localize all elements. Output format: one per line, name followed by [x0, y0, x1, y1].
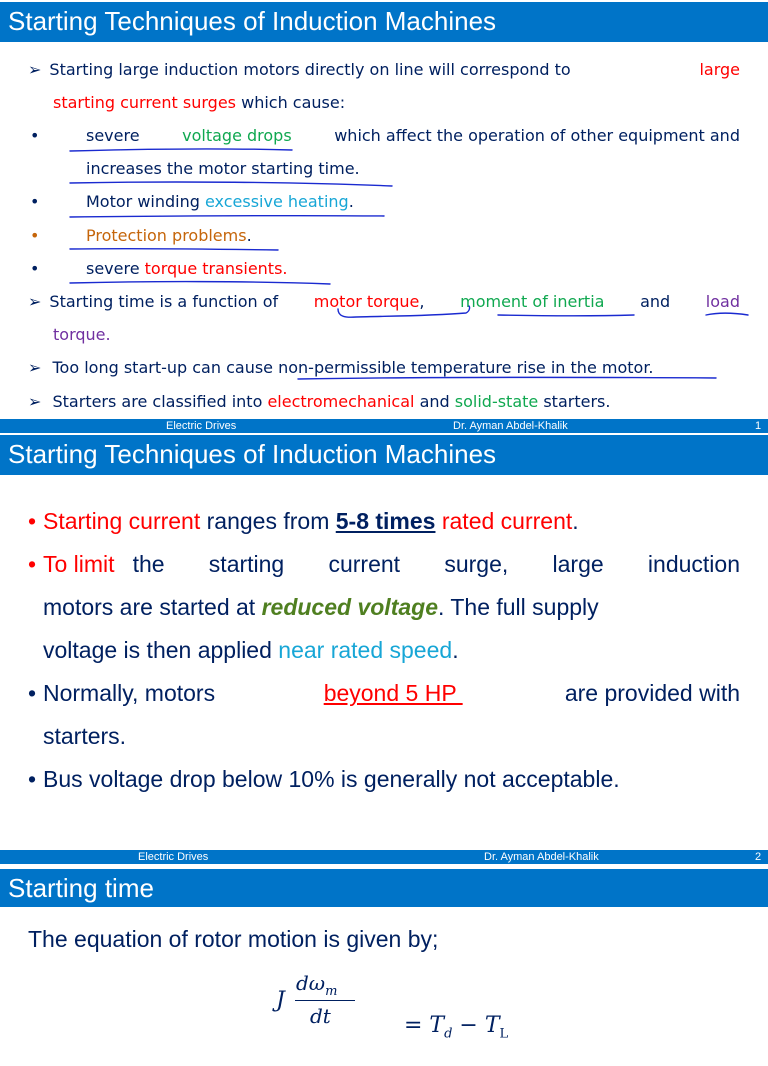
slide-2-title: Starting Techniques of Induction Machines	[0, 435, 768, 475]
slide-3-intro: The equation of rotor motion is given by;	[28, 926, 439, 952]
slide-3	[0, 865, 768, 1042]
arrow-bullet-icon: ➢	[28, 392, 42, 411]
ink-underline-starting-time	[70, 182, 392, 186]
5-8-times-text: 5-8 times	[335, 508, 436, 534]
line-3-text-b: which affect the operation of other equipment and	[329, 126, 740, 145]
ink-underline-moment-of-inertia	[498, 315, 634, 316]
ink-underline-voltage-drops	[70, 149, 292, 151]
dot-bullet-icon: •	[30, 226, 40, 245]
slide-1-line-9	[0, 325, 768, 344]
beyond-5-hp-text: beyond 5 HP	[323, 680, 463, 706]
slide-2-bullet-2-line-2	[43, 594, 740, 621]
equation-fraction-bar	[295, 1000, 355, 1001]
normally-motors-text: Normally, motors	[43, 680, 222, 706]
dot-bullet-icon: •	[30, 126, 40, 145]
dot-bullet-icon: •	[28, 680, 37, 706]
slide-2-bullet-2-line-3	[43, 637, 459, 664]
line-11-electromechanical: electromechanical	[267, 392, 415, 411]
slide-1-title: Starting Techniques of Induction Machines	[0, 2, 768, 42]
line-1-highlight: large	[699, 60, 740, 79]
ranges-from-text: ranges from	[200, 508, 336, 534]
line-8-text-a: Starting time is a function of	[49, 292, 284, 311]
bullet-2-line-1-text: the starting current surge, large induction	[132, 551, 740, 577]
slide-1-line-8	[0, 292, 768, 311]
slide-1-line-1	[0, 60, 768, 79]
rotor-motion-equation	[272, 971, 512, 1042]
dot-bullet-icon: •	[28, 766, 37, 792]
line-1-text: Starting large induction motors directly on line will correspond to	[49, 60, 571, 79]
dot-bullet-icon: •	[28, 551, 37, 577]
line-8-and: and	[634, 292, 676, 311]
line-3-text-a: severe	[86, 126, 145, 145]
reduced-voltage-text: reduced voltage	[261, 594, 438, 620]
line-2-highlight: starting current surges	[53, 93, 237, 112]
dot-bullet-icon: •	[30, 192, 40, 211]
footer-page-number: 2	[755, 851, 762, 863]
footer-page-number: 1	[755, 420, 762, 432]
line-4-text: increases the motor starting time.	[86, 159, 360, 178]
starters-text: starters.	[43, 723, 127, 749]
slide-1	[0, 0, 768, 433]
bullet-2-line-2-text: motors are started at	[43, 594, 262, 620]
footer-author: Dr. Ayman Abdel-Khalik	[484, 851, 599, 863]
starting-current-text: Starting current	[43, 508, 201, 534]
slide-2-bullet-3-line-2	[43, 723, 126, 750]
line-11-text-b: starters.	[538, 392, 611, 411]
slide-2-footer	[0, 850, 768, 864]
line-8-motor-torque: motor torque	[313, 292, 420, 311]
line-8-load: load	[705, 292, 740, 311]
bullet-2-line-3-period: .	[452, 637, 459, 663]
period-text: .	[572, 508, 579, 534]
dot-bullet-icon: •	[28, 508, 37, 534]
line-11-solid-state: solid-state	[454, 392, 539, 411]
ink-underline-excessive-heating	[70, 216, 384, 217]
line-3-highlight: voltage drops	[182, 126, 292, 145]
bus-voltage-text: Bus voltage drop below 10% is generally not acceptable.	[43, 766, 620, 792]
rated-current-text: rated current	[435, 508, 573, 534]
line-11-text-a: Starters are classified into	[52, 392, 268, 411]
ink-underline-torque-transients	[70, 282, 330, 284]
line-5-highlight: excessive heating	[204, 192, 349, 211]
arrow-bullet-icon: ➢	[28, 60, 42, 79]
provided-with-text: are provided with	[564, 680, 740, 706]
line-8-moment-of-inertia: moment of inertia	[460, 292, 605, 311]
line-5-text: Motor winding	[86, 192, 205, 211]
slide-1-line-11	[0, 392, 768, 411]
equation-numerator: $d\omega_m$	[296, 971, 338, 999]
line-9-torque: torque.	[53, 325, 111, 344]
ink-underline-temperature-rise	[298, 377, 716, 379]
bullet-2-line-3-text: voltage is then applied	[43, 637, 279, 663]
arrow-bullet-icon: ➢	[28, 358, 42, 377]
arrow-bullet-icon: ➢	[28, 292, 42, 311]
ink-underline-protection-problems	[70, 249, 278, 250]
footer-course: Electric Drives	[138, 851, 209, 863]
slide-1-line-10	[0, 358, 768, 377]
slide-2	[0, 433, 768, 865]
line-11-and: and	[414, 392, 455, 411]
footer-course: Electric Drives	[166, 420, 237, 432]
slide-1-line-2	[0, 93, 768, 112]
line-7-text: severe	[86, 259, 145, 278]
slide-1-line-4	[0, 159, 768, 178]
equation-denominator: dt	[310, 1004, 331, 1028]
line-8-comma: ,	[419, 292, 430, 311]
line-2-text: which cause:	[236, 93, 346, 112]
line-5-period: .	[348, 192, 354, 211]
to-limit-text: To limit	[43, 551, 115, 577]
equation-rhs: = $T_d - T_L$	[403, 1013, 509, 1042]
footer-author: Dr. Ayman Abdel-Khalik	[453, 420, 568, 432]
dot-bullet-icon: •	[30, 259, 40, 278]
line-10-text: Too long start-up can cause non-permissible temperature rise in the motor.	[52, 358, 654, 377]
line-6-period: .	[246, 226, 252, 245]
near-rated-speed-text: near rated speed	[278, 637, 453, 663]
slide-3-title: Starting time	[0, 869, 768, 907]
bullet-2-line-2-rest: . The full supply	[437, 594, 599, 620]
equation-J: J	[276, 988, 285, 1013]
slide-1-footer	[0, 419, 768, 433]
line-7-highlight: torque transients.	[144, 259, 288, 278]
ink-underline-load-torque	[706, 313, 748, 315]
line-6-highlight: Protection problems	[86, 226, 247, 245]
